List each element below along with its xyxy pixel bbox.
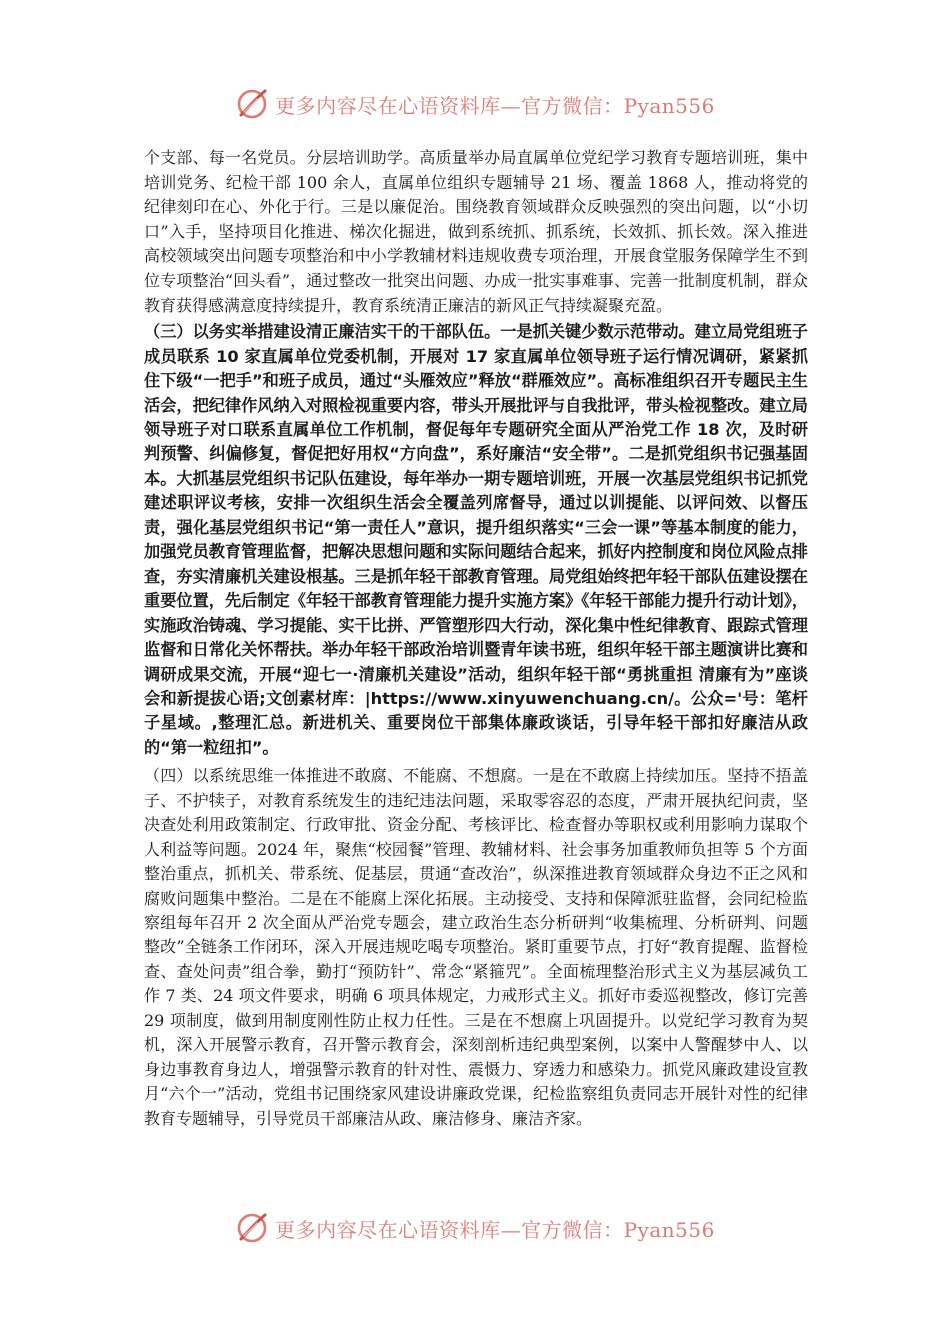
document-body <box>144 146 808 1131</box>
brush-logo-icon <box>235 87 269 121</box>
paragraph-cadre-team: （三）以务实举措建设清正廉洁实干的干部队伍。一是抓关键少数示范带动。建立局党组班子成员联系 10 家直属单位党委机制，开展对 17 家直属单位领导班子运行情况调研，紧紧抓住下级“一把手”和班子成员，通过“头雁效应”释放“群雁效应”。高标准组织召开专题民主生活会，把纪律作风纳入对照检视重要内容，带头开展批评与自我批评，带头检视整改。建立局领导班子对口联系直属单位工作机制，督促每年专题研究全面从严治党工作 18 次，及时研判预警、纠偏修复，督促把好用权“方向盘”，系好廉洁“安全带”。二是抓党组织书记强基固本。大抓基层党组织书记队伍建设，每年举办一期专题培训班，开展一次基层党组织书记抓党建述职评议考核，安排一次组织生活会全覆盖列席督导，通过以训提能、以评问效、以督压责，强化基层党组织书记“第一责任人”意识，提升组织落实“三会一课”等基本制度的能力，加强党员教育管理监督，把解决思想问题和实际问题结合起来，抓好内控制度和岗位风险点排查，夯实清廉机关建设根基。三是抓年轻干部教育管理。局党组始终把年轻干部队伍建设摆在重要位置，先后制定《年轻干部教育管理能力提升实施方案》《年轻干部能力提升行动计划》，实施政治铸魂、学习提能、实干比拼、严管塑形四大行动，深化集中性纪律教育、跟踪式管理监督和日常化关怀帮扶。举办年轻干部政治培训暨青年读书班，组织年轻干部主题演讲比赛和调研成果交流，开展“迎七一·清廉机关建设”活动，组织年轻干部“勇挑重担 清廉有为”座谈会和新提拔心语;文创素材库：|https://www.xinyuwenchuang.cn/。公众='号：笔杆子星域。,整理汇总。新进机关、重要岗位干部集体廉政谈话，引导年轻干部扣好廉洁从政的“第一粒纽扣”。 <box>144 322 808 757</box>
brush-logo-icon <box>235 1211 269 1245</box>
footer-banner-text: 更多内容尽在心语资料库—官方微信：Pyan556 <box>275 1217 715 1242</box>
paragraph-education-integrity: 个支部、每一名党员。分层培训助学。高质量举办局直属单位党纪学习教育专题培训班，集中培训党务、纪检干部 100 余人，直属单位组织专题辅导 21 场、覆盖 1868 人，推动将党的纪律刻印在心、外化于行。三是以廉促治。围绕教育领域群众反映强烈的突出问题，以“小切口”入手，坚持项目化推进、梯次化掘进，做到系统抓、抓系统，长效抓、抓长效。深入推进高校领域突出问题专项整治和中小学教辅材料违规收费专项治理，开展食堂服务保障学生不到位专项整治“回头看”，通过整改一批突出问题、办成一批实事难事、完善一批制度机制，群众教育获得感满意度持续提升，教育系统清正廉洁的新风正气持续凝聚充盈。 <box>144 148 808 315</box>
header-banner <box>0 84 950 124</box>
paragraph-anti-corruption: （四）以系统思维一体推进不敢腐、不能腐、不想腐。一是在不敢腐上持续加压。坚持不捂盖子、不护犊子，对教育系统发生的违纪违法问题，采取零容忍的态度，严肃开展执纪问责，坚决查处利用政策制定、行政审批、资金分配、考核评比、检查督办等职权或利用影响力谋取个人利益等问题。2024 年，聚焦“校园餐”管理、教辅材料、社会事务加重教师负担等 5 个方面整治重点，抓机关、带系统、促基层，贯通“查改治”，纵深推进教育领域群众身边不正之风和腐败问题集中整治。二是在不能腐上深化拓展。主动接受、支持和保障派驻监督，会同纪检监察组每年召开 2 次全面从严治党专题会，建立政治生态分析研判“收集梳理、分析研判、问题整改”全链条工作闭环，深入开展违规吃喝专项整治。紧盯重要节点，打好“教育提醒、监督检查、查处问责”组合拳，勤打“预防针”、常念“紧箍咒”。全面梳理整治形式主义为基层减负工作 7 类、24 项文件要求，明确 6 项具体规定，力戒形式主义。抓好市委巡视整改，修订完善 29 项制度，做到用制度刚性防止权力任性。三是在不想腐上巩固提升。以党纪学习教育为契机，深入开展警示教育，召开警示教育会，深刻剖析违纪典型案例，以案中人警醒梦中人、以身边事教育身边人，增强警示教育的针对性、震慑力、穿透力和感染力。抓党风廉政建设宣教月“六个一”活动，党组书记围绕家风建设讲廉政党课，纪检监察组负责同志开展针对性的纪律教育专题辅导，引导党员干部廉洁从政、廉洁修身、廉洁齐家。 <box>144 766 808 1128</box>
footer-banner <box>0 1208 950 1248</box>
header-banner-text: 更多内容尽在心语资料库—官方微信：Pyan556 <box>275 93 715 118</box>
